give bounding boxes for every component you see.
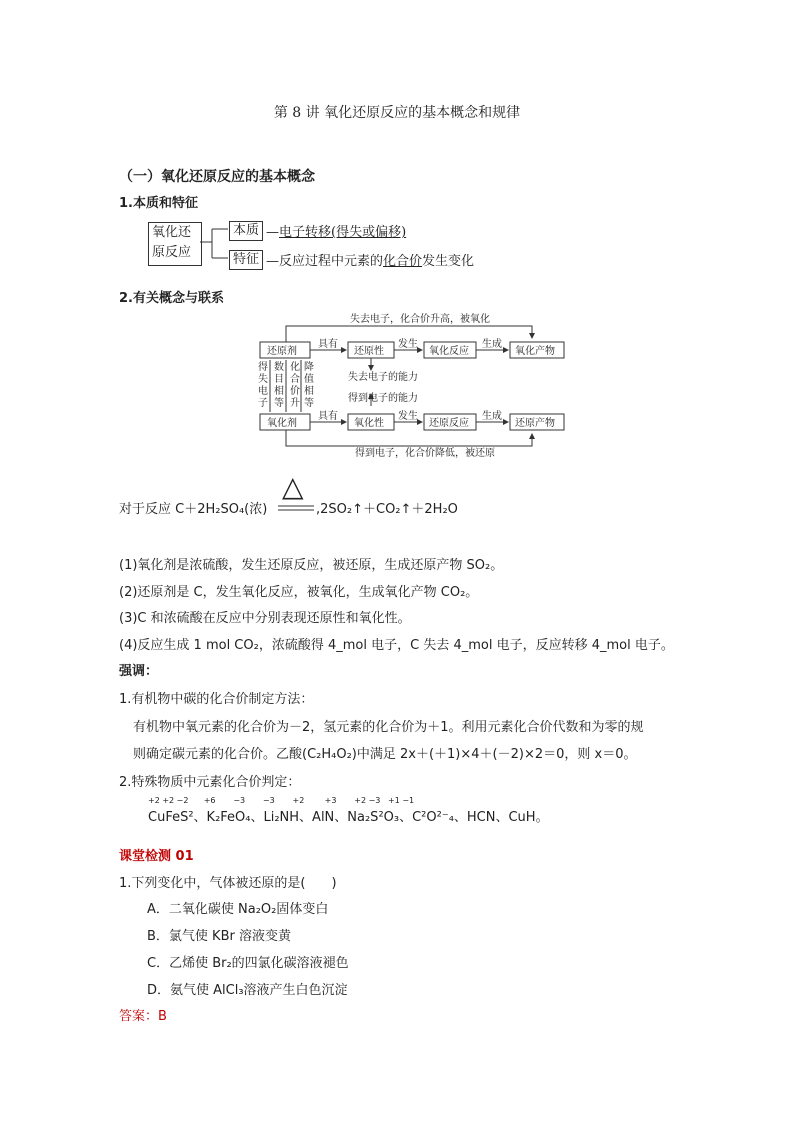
point-3: (3)C 和浓硫酸在反应中分别表现还原性和氧化性。 — [119, 611, 411, 626]
occur-label-2: 发生 — [398, 411, 418, 422]
ox-product-box: 氧化产物 — [515, 346, 555, 357]
vertical-columns — [258, 360, 314, 412]
svg-text:降: 降 — [304, 362, 314, 373]
reaction-prefix: 对于反应 C＋2H₂SO₄(浓) — [119, 502, 268, 517]
svg-text:相: 相 — [304, 386, 314, 397]
svg-text:合: 合 — [290, 374, 300, 385]
reducibility-box: 还原性 — [354, 346, 384, 357]
red-product-box: 还原产物 — [515, 418, 555, 429]
quiz-question: 1.下列变化中，气体被还原的是( ) — [119, 876, 337, 891]
svg-text:化: 化 — [290, 362, 300, 373]
concept-diagram — [250, 308, 580, 460]
redox-line1: 氧化还 — [152, 225, 192, 240]
has-label-2: 具有 — [318, 411, 338, 422]
emphasis-heading: 强调： — [119, 664, 159, 679]
redox-box — [148, 222, 202, 266]
top-arrow-label: 失去电子，化合价升高，被氧化 — [350, 314, 490, 325]
point-4: (4)反应生成 1 mol CO₂，浓硫酸得 4_mol 电子，C 失去 4_mol 电子，反应转移 4_mol 电子。 — [119, 638, 674, 653]
svg-text:升: 升 — [290, 398, 300, 409]
ox-reaction-box: 氧化反应 — [429, 346, 469, 357]
red-reaction-box: 还原反应 — [429, 418, 469, 429]
svg-text:等: 等 — [304, 398, 314, 409]
subheading-essence: 1.本质和特征 — [119, 196, 198, 211]
equals-double-line — [278, 504, 314, 512]
emphasis-body-2: 则确定碳元素的化合价。乙酸(C₂H₄O₂)中满足 2x＋(＋1)×4＋(－2)×2＝0，则 x＝0。 — [133, 747, 637, 762]
reducer-box: 还原剂 — [267, 346, 297, 357]
feature-text: —反应过程中元素的化合价发生变化 — [266, 254, 475, 269]
oxidizer-box: 氧化剂 — [267, 418, 297, 429]
quiz-answer: 答案：B — [119, 1009, 167, 1024]
heat-icon: △ — [282, 470, 304, 503]
feature-keyword: 化合价 — [383, 254, 423, 269]
valence-marks: +2 +2 −2 +6 −3 −3 +2 +3 +2 −3 +1 −1 — [148, 796, 415, 805]
svg-text:目: 目 — [274, 374, 284, 385]
oxidizability-box: 氧化性 — [354, 418, 384, 429]
special-formulas: CuFeS²、K₂FeO₄、Li₂NH、AlN、Na₂S²O₃、C²O²⁻₄、HCN、CuH。 — [148, 810, 549, 825]
svg-text:失: 失 — [258, 374, 268, 385]
point-2: (2)还原剂是 C，发生氧化反应，被氧化，生成氧化产物 CO₂。 — [119, 585, 479, 600]
svg-text:数: 数 — [274, 362, 284, 373]
essence-text: —电子转移(得失或偏移) — [266, 225, 407, 240]
feature-label: 特征 — [229, 250, 263, 270]
quiz-option-a[interactable]: A．二氧化碳使 Na₂O₂固体变白 — [147, 902, 329, 917]
svg-text:子: 子 — [258, 398, 268, 409]
point-1: (1)氧化剂是浓硫酸，发生还原反应，被还原，生成还原产物 SO₂。 — [119, 558, 504, 573]
essence-value: 电子转移(得失或偏移) — [279, 225, 407, 240]
lose-ability: 失去电子的能力 — [348, 372, 418, 383]
emphasis-item-1: 1.有机物中碳的化合价制定方法： — [119, 692, 314, 707]
svg-text:值: 值 — [304, 374, 314, 385]
reaction-products: ,2SO₂↑＋CO₂↑＋2H₂O — [316, 502, 458, 517]
occur-label-1: 发生 — [398, 339, 418, 350]
svg-text:价: 价 — [290, 386, 300, 397]
svg-text:相: 相 — [274, 386, 284, 397]
redox-line2: 原反应 — [152, 245, 192, 260]
svg-text:得: 得 — [258, 362, 268, 373]
essence-label: 本质 — [229, 221, 263, 241]
svg-text:等: 等 — [274, 398, 284, 409]
emphasis-body-1: 有机物中氧元素的化合价为－2，氢元素的化合价为＋1。利用元素化合价代数和为零的规 — [133, 720, 644, 735]
has-label-1: 具有 — [318, 339, 338, 350]
emphasis-item-2: 2.特殊物质中元素化合价判定： — [119, 775, 301, 790]
subheading-concepts: 2.有关概念与联系 — [119, 291, 224, 306]
quiz-option-c[interactable]: C．乙烯使 Br₂的四氯化碳溶液褪色 — [147, 956, 349, 971]
bracket-lines — [200, 220, 230, 268]
gain-ability: 得到电子的能力 — [348, 393, 418, 404]
quiz-option-b[interactable]: B．氯气使 KBr 溶液变黄 — [147, 929, 291, 944]
quiz-option-d[interactable]: D．氨气使 AlCl₃溶液产生白色沉淀 — [147, 983, 348, 998]
bottom-arrow-label: 得到电子，化合价降低，被还原 — [355, 448, 495, 459]
page-title: 第 8 讲 氧化还原反应的基本概念和规律 — [273, 105, 521, 121]
svg-text:电: 电 — [258, 386, 268, 397]
gen-label-2: 生成 — [482, 411, 502, 422]
gen-label-1: 生成 — [482, 339, 502, 350]
section-heading: （一）氧化还原反应的基本概念 — [119, 169, 315, 185]
quiz-heading: 课堂检测 01 — [119, 849, 194, 864]
